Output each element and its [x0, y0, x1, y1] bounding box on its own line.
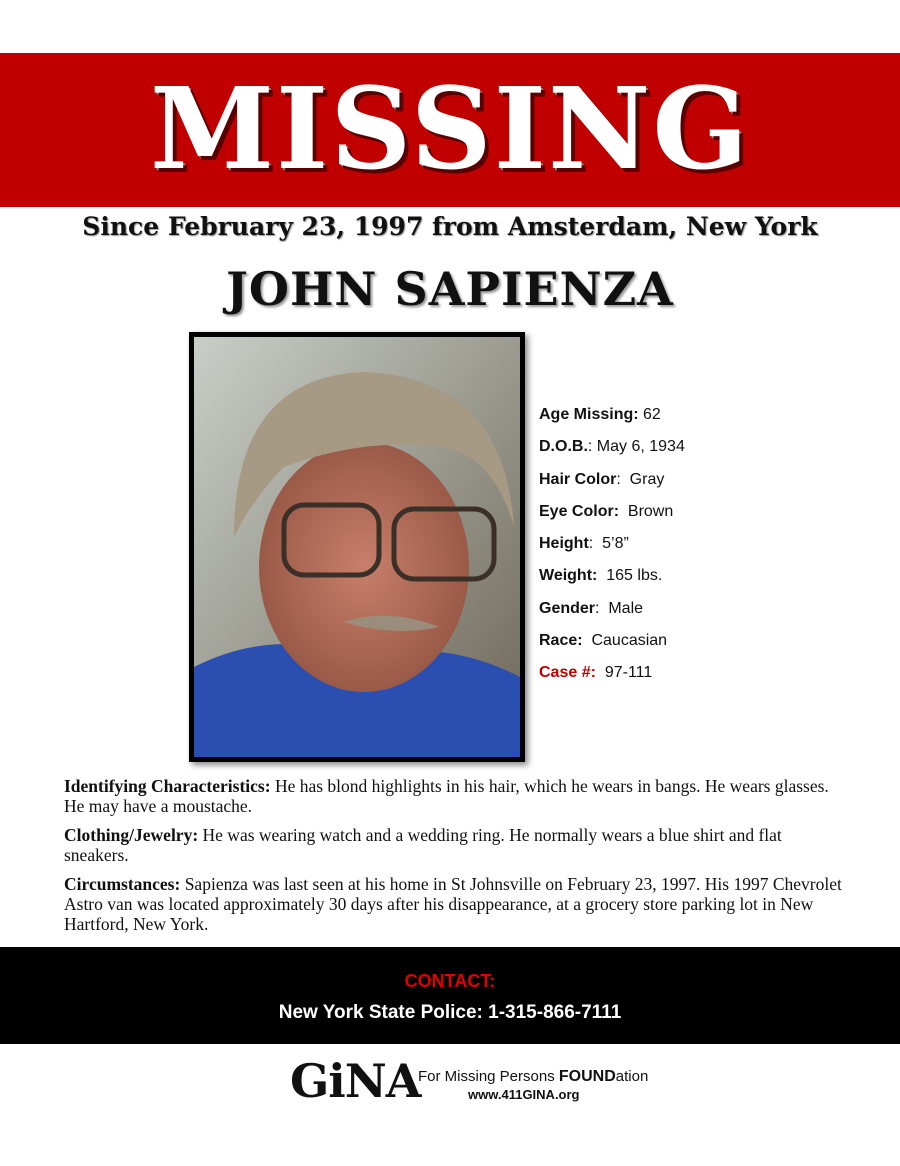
person-facts	[539, 404, 685, 695]
fact-dob: D.O.B.: May 6, 1934	[539, 438, 685, 456]
fact-gender: Gender: Male	[539, 599, 644, 617]
person-photo	[189, 332, 525, 762]
gina-logo-mark: GiNA	[290, 1054, 421, 1108]
fact-height: Height: 5’8”	[539, 535, 629, 553]
fact-race: Race: Caucasian	[539, 632, 668, 650]
fact-weight: Weight: 165 lbs.	[539, 567, 663, 585]
fact-eyes: Eye Color: Brown	[539, 502, 674, 520]
missing-banner	[0, 53, 900, 207]
identifying-characteristics: Identifying Characteristics: He has blond highlights in his hair, which he wears in bangs. He wears glasses. He may have a moustache.	[64, 776, 829, 816]
clothing-jewelry: Clothing/Jewelry: He was wearing watch and a wedding ring. He normally wears a blue shirt and flat sneakers.	[64, 825, 782, 865]
missing-since: Since February 23, 1997 from Amsterdam, New York	[82, 212, 818, 241]
gina-url[interactable]: www.411GINA.org	[468, 1087, 580, 1102]
contact-label: CONTACT:	[404, 971, 496, 991]
case-details	[64, 776, 844, 943]
missing-title: MISSING	[149, 64, 751, 195]
gina-logo	[290, 1054, 650, 1110]
gina-tagline: For Missing Persons FOUNDation	[418, 1068, 649, 1085]
circumstances: Circumstances: Sapienza was last seen at his home in St Johnsville on February 23, 1997. His 1997 Chevrolet Astro van was located approximately 30 days after his disappearance, at a grocery store parking lot in New Hartford, New York.	[64, 874, 842, 934]
fact-case-number: Case #: 97-111	[539, 664, 653, 682]
contact-band	[0, 947, 900, 1044]
contact-agency-phone: New York State Police: 1-315-866-7111	[278, 1002, 622, 1023]
person-name: JOHN SAPIENZA	[226, 262, 674, 316]
fact-hair: Hair Color: Gray	[539, 470, 665, 488]
fact-age: Age Missing: 62	[539, 406, 661, 423]
